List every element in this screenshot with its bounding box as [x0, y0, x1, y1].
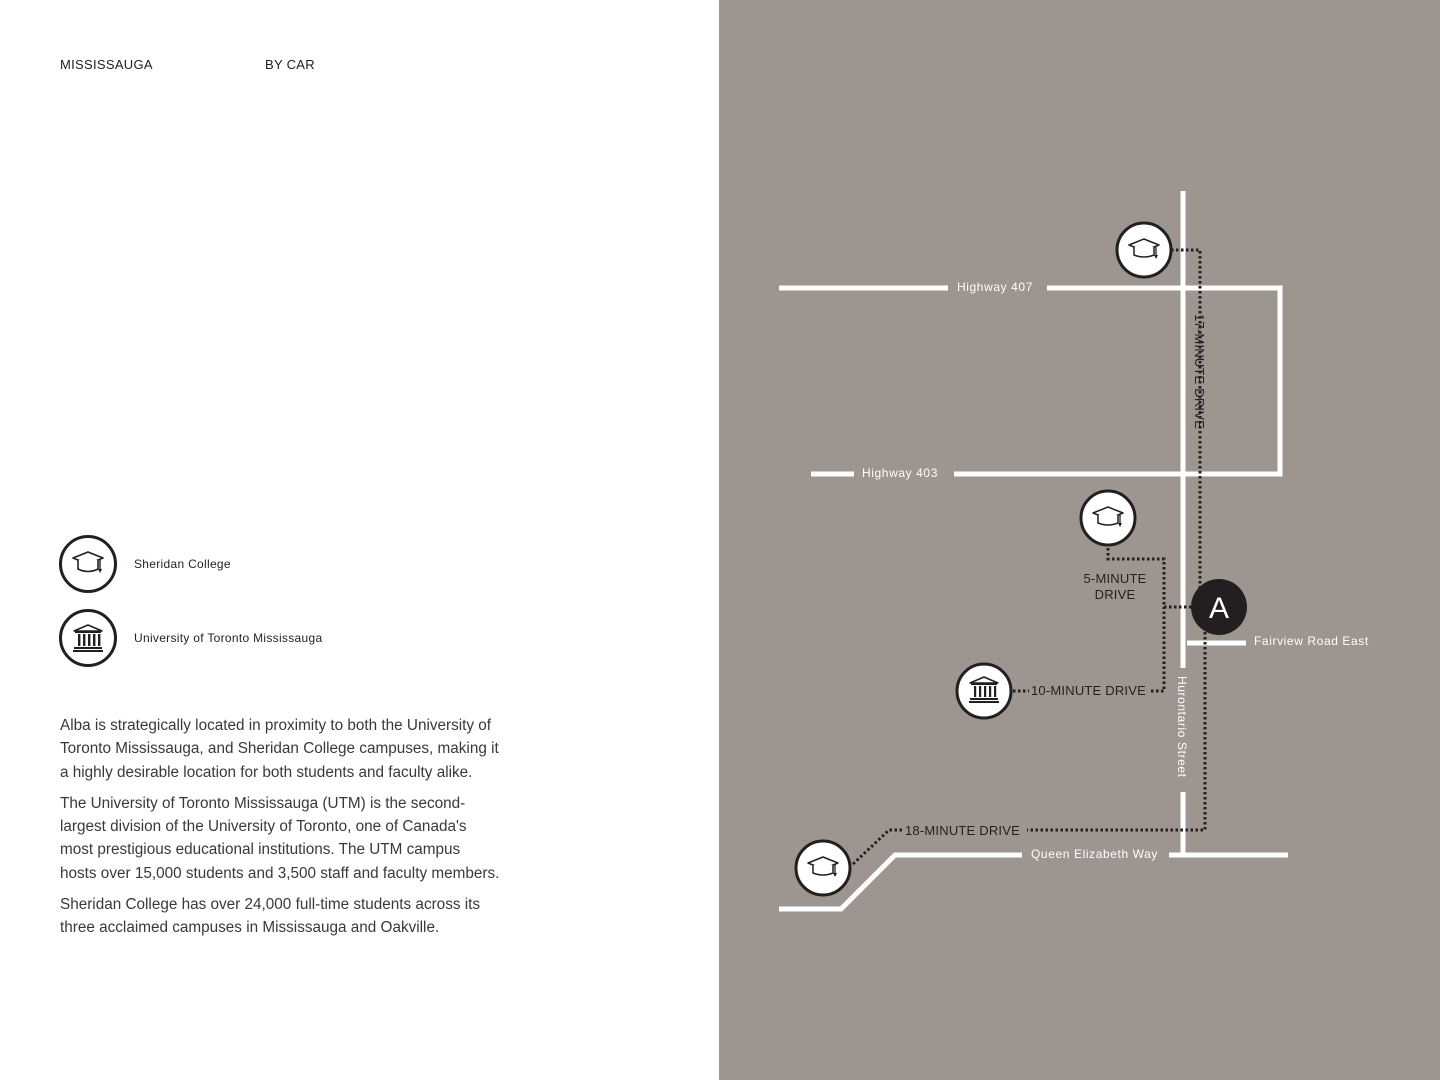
- university-building-icon: [59, 609, 117, 667]
- graduation-cap-icon: [1117, 223, 1171, 277]
- graduation-cap-icon: [796, 841, 850, 895]
- legend-label-utm: University of Toronto Mississauga: [134, 631, 323, 645]
- label-17-minute-drive: 17-MINUTE DRIVE: [1192, 314, 1207, 429]
- label-fairview-road: Fairview Road East: [1254, 634, 1369, 648]
- label-10-minute-drive: 10-MINUTE DRIVE: [1031, 683, 1146, 698]
- label-highway-403: Highway 403: [862, 466, 938, 480]
- legend-label-sheridan: Sheridan College: [134, 557, 231, 571]
- label-5-minute-drive-line1: 5-MINUTE: [1083, 571, 1147, 586]
- label-hurontario-street: Hurontario Street: [1175, 676, 1189, 778]
- graduation-cap-icon: [59, 535, 117, 593]
- label-highway-407: Highway 407: [957, 280, 1033, 294]
- graduation-cap-icon: [1081, 491, 1135, 545]
- road-highway-407-east: [954, 288, 1280, 474]
- region-label: MISSISSAUGA: [60, 57, 153, 72]
- university-building-icon: [957, 664, 1011, 718]
- legend-item-utm: [59, 609, 322, 667]
- section-label: BY CAR: [265, 57, 315, 72]
- legend-item-sheridan: [59, 535, 231, 593]
- location-a-marker: [1191, 579, 1247, 635]
- label-qew: Queen Elizabeth Way: [1031, 847, 1159, 861]
- description-paragraph-3: Sheridan College has over 24,000 full-time students across its three acclaimed campuses in Mississauga and Oakville.: [60, 896, 481, 937]
- left-panel: [0, 0, 719, 1080]
- label-5-minute-drive-line2: DRIVE: [1094, 587, 1136, 602]
- description-paragraph-1: Alba is strategically located in proximity to both the University of Toronto Mississauga, and Sheridan College campuses, making it a highly desirable location for both students and faculty alike.: [60, 717, 499, 781]
- description-paragraph-2: The University of Toronto Mississauga (UTM) is the second-largest division of the University of Toronto, one of Canada's most prestigious educational institutions. The UTM campus hosts over 15,000 students and 3,500 staff and faculty members.: [60, 794, 500, 882]
- route-map: [719, 0, 1440, 1080]
- location-a-label: A: [1208, 592, 1230, 625]
- label-18-minute-drive: 18-MINUTE DRIVE: [905, 823, 1020, 838]
- route-18-minute-west: [852, 830, 902, 865]
- route-10-minute-link: [1151, 607, 1164, 691]
- description: [60, 714, 500, 948]
- map-canvas: [719, 0, 1440, 1080]
